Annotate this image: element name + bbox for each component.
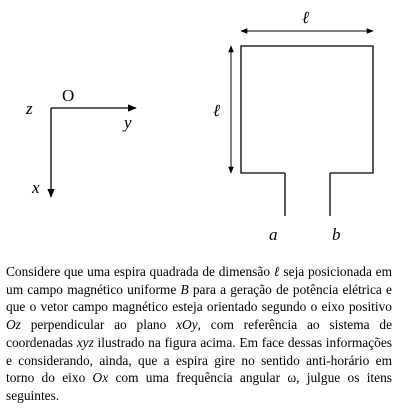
text-segment: , com referência ao sistema de coordenadas — [6, 317, 393, 350]
text-segment-italic: Oz — [6, 317, 21, 333]
text-segment: perpendicular ao plano — [20, 317, 177, 333]
text-segment-italic: xOy — [176, 317, 198, 333]
terminal-a-label: a — [269, 225, 278, 244]
origin-label: O — [62, 86, 75, 105]
side-dimension-label: ℓ — [213, 101, 221, 120]
problem-statement — [6, 263, 392, 405]
top-dimension-label: ℓ — [302, 8, 310, 27]
text-segment-italic: B — [180, 281, 189, 297]
text-segment: para a geração de potência elétrica e que o vetor campo magnético esteja orientado segundo o eixo positivo — [6, 281, 392, 315]
text-segment-italic: Ox — [92, 370, 109, 386]
text-segment: Considere que uma espira quadrada de dimensão — [6, 264, 274, 279]
text-segment: ilustrado na figura acima. Em face dessas informações e considerando, ainda, que a espira gire no sentido anti-horário em torno do eixo — [6, 334, 392, 386]
text-segment: seja posicionada em um campo magnético uniforme — [6, 264, 392, 297]
square-loop — [241, 46, 373, 173]
y-axis-label: y — [124, 113, 132, 132]
text-segment-italic: ℓ — [273, 264, 280, 279]
x-axis-label: x — [32, 178, 40, 197]
terminal-b-label: b — [332, 225, 341, 244]
text-segment: com uma frequência angular ω, julgue os itens seguintes. — [6, 370, 392, 403]
text-segment-italic: xyz — [76, 334, 94, 350]
z-axis-label: z — [26, 99, 33, 118]
